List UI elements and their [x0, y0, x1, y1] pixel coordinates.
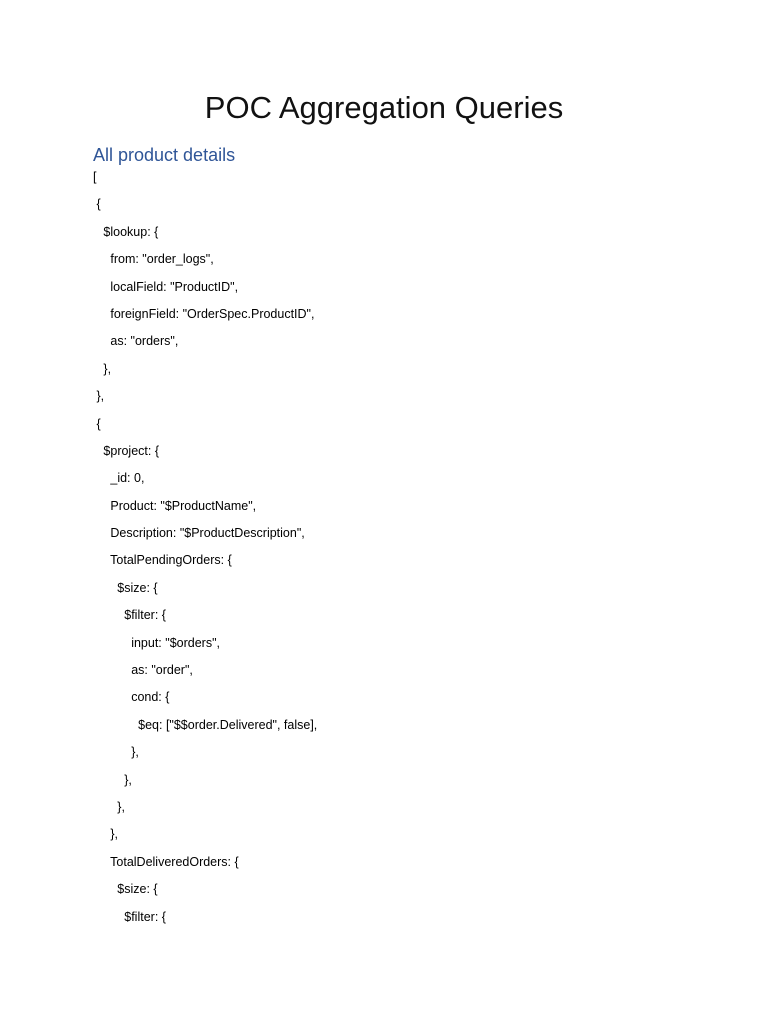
- code-block: [93, 164, 693, 931]
- code-line: },: [93, 799, 125, 814]
- code-line: {: [93, 197, 101, 212]
- code-line: },: [93, 361, 112, 376]
- code-line: TotalPendingOrders: {: [93, 553, 232, 568]
- section-heading: All product details: [93, 145, 236, 165]
- code-line: $filter: {: [93, 608, 166, 623]
- code-line: from: "order_logs",: [93, 252, 214, 267]
- code-line: Description: "$ProductDescription",: [93, 526, 305, 541]
- code-line: foreignField: "OrderSpec.ProductID",: [93, 306, 315, 321]
- code-line: },: [93, 745, 139, 760]
- code-line: },: [93, 772, 132, 787]
- code-line: $lookup: {: [93, 224, 159, 239]
- code-line: as: "order",: [93, 663, 193, 678]
- code-line: Product: "$ProductName",: [93, 498, 257, 513]
- code-line: $project: {: [93, 443, 160, 458]
- code-line: input: "$orders",: [93, 635, 220, 650]
- code-line: {: [93, 416, 101, 431]
- code-line: localField: "ProductID",: [93, 279, 239, 294]
- code-line: $size: {: [93, 882, 158, 897]
- code-line: $filter: {: [93, 909, 166, 924]
- code-line: $eq: ["$$order.Delivered", false],: [93, 717, 318, 732]
- code-line: [: [93, 170, 97, 184]
- code-line: TotalDeliveredOrders: {: [93, 854, 239, 869]
- code-line: _id: 0,: [93, 471, 145, 486]
- document-title: POC Aggregation Queries: [204, 90, 564, 125]
- code-line: as: "orders",: [93, 334, 179, 349]
- code-line: $size: {: [93, 580, 158, 595]
- code-line: },: [93, 389, 105, 404]
- code-line: cond: {: [93, 690, 170, 705]
- code-line: },: [93, 827, 119, 842]
